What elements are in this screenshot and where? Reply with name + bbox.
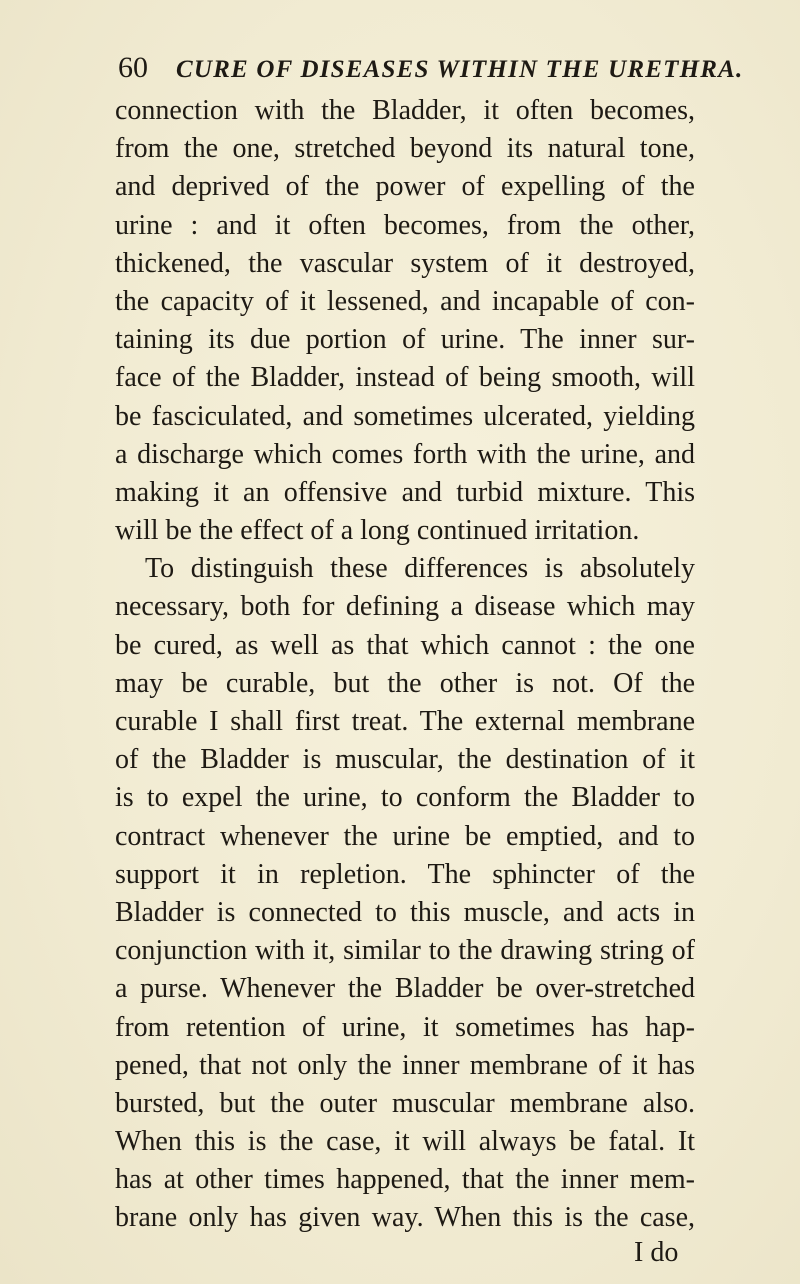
text-line: curable I shall first treat. The external membrane xyxy=(115,706,695,737)
text-line: is to expel the urine, to conform the Bladder to xyxy=(115,782,695,814)
catchword: I do xyxy=(634,1237,679,1268)
text-line: contract whenever the urine be emptied, and to xyxy=(115,820,695,852)
text-line: To distinguish these differences is absolutely xyxy=(145,553,695,585)
text-line: will be the effect of a long continued irritation. xyxy=(115,515,640,547)
text-line: conjunction with it, similar to the drawing string of xyxy=(115,935,695,967)
text-line: urine : and it often becomes, from the other, xyxy=(115,209,695,241)
text-line: Bladder is connected to this muscle, and acts in xyxy=(115,896,695,928)
text-line: connection with the Bladder, it often becomes, xyxy=(115,95,695,126)
text-line: face of the Bladder, instead of being smooth, will xyxy=(115,362,695,394)
text-line: the capacity of it lessened, and incapable of con- xyxy=(115,285,695,317)
text-line: bursted, but the outer muscular membrane also. xyxy=(115,1087,695,1119)
text-line: from retention of urine, it sometimes has hap- xyxy=(115,1011,695,1043)
text-line: may be curable, but the other is not. Of the xyxy=(115,667,695,699)
text-line: taining its due portion of urine. The inner sur- xyxy=(115,324,695,356)
text-line: thickened, the vascular system of it destroyed, xyxy=(115,247,695,279)
text-line: of the Bladder is muscular, the destination of it xyxy=(115,744,695,776)
text-line: brane only has given way. When this is the case, xyxy=(115,1202,695,1234)
text-line: be fasciculated, and sometimes ulcerated, yielding xyxy=(115,400,695,432)
text-line: a purse. Whenever the Bladder be over-stretched xyxy=(115,973,695,1005)
text-line: support it in repletion. The sphincter of the xyxy=(115,858,695,890)
text-line: necessary, both for defining a disease which may xyxy=(115,591,695,623)
page-header xyxy=(118,48,744,88)
text-line: and deprived of the power of expelling of the xyxy=(115,171,695,203)
text-line: making it an offensive and turbid mixture. This xyxy=(115,476,695,508)
text-line: a discharge which comes forth with the urine, and xyxy=(115,438,695,470)
page-number: 60 xyxy=(118,51,148,84)
text-line: from the one, stretched beyond its natural tone, xyxy=(115,133,695,165)
running-head: CURE OF DISEASES WITHIN THE URETHRA. xyxy=(176,56,744,83)
text-line: be cured, as well as that which cannot : the one xyxy=(115,629,695,661)
text-line: When this is the case, it will always be fatal. It xyxy=(115,1126,695,1158)
body-text xyxy=(115,92,695,1238)
text-line: pened, that not only the inner membrane of it has xyxy=(115,1049,695,1081)
text-line: has at other times happened, that the inner mem- xyxy=(115,1164,695,1196)
